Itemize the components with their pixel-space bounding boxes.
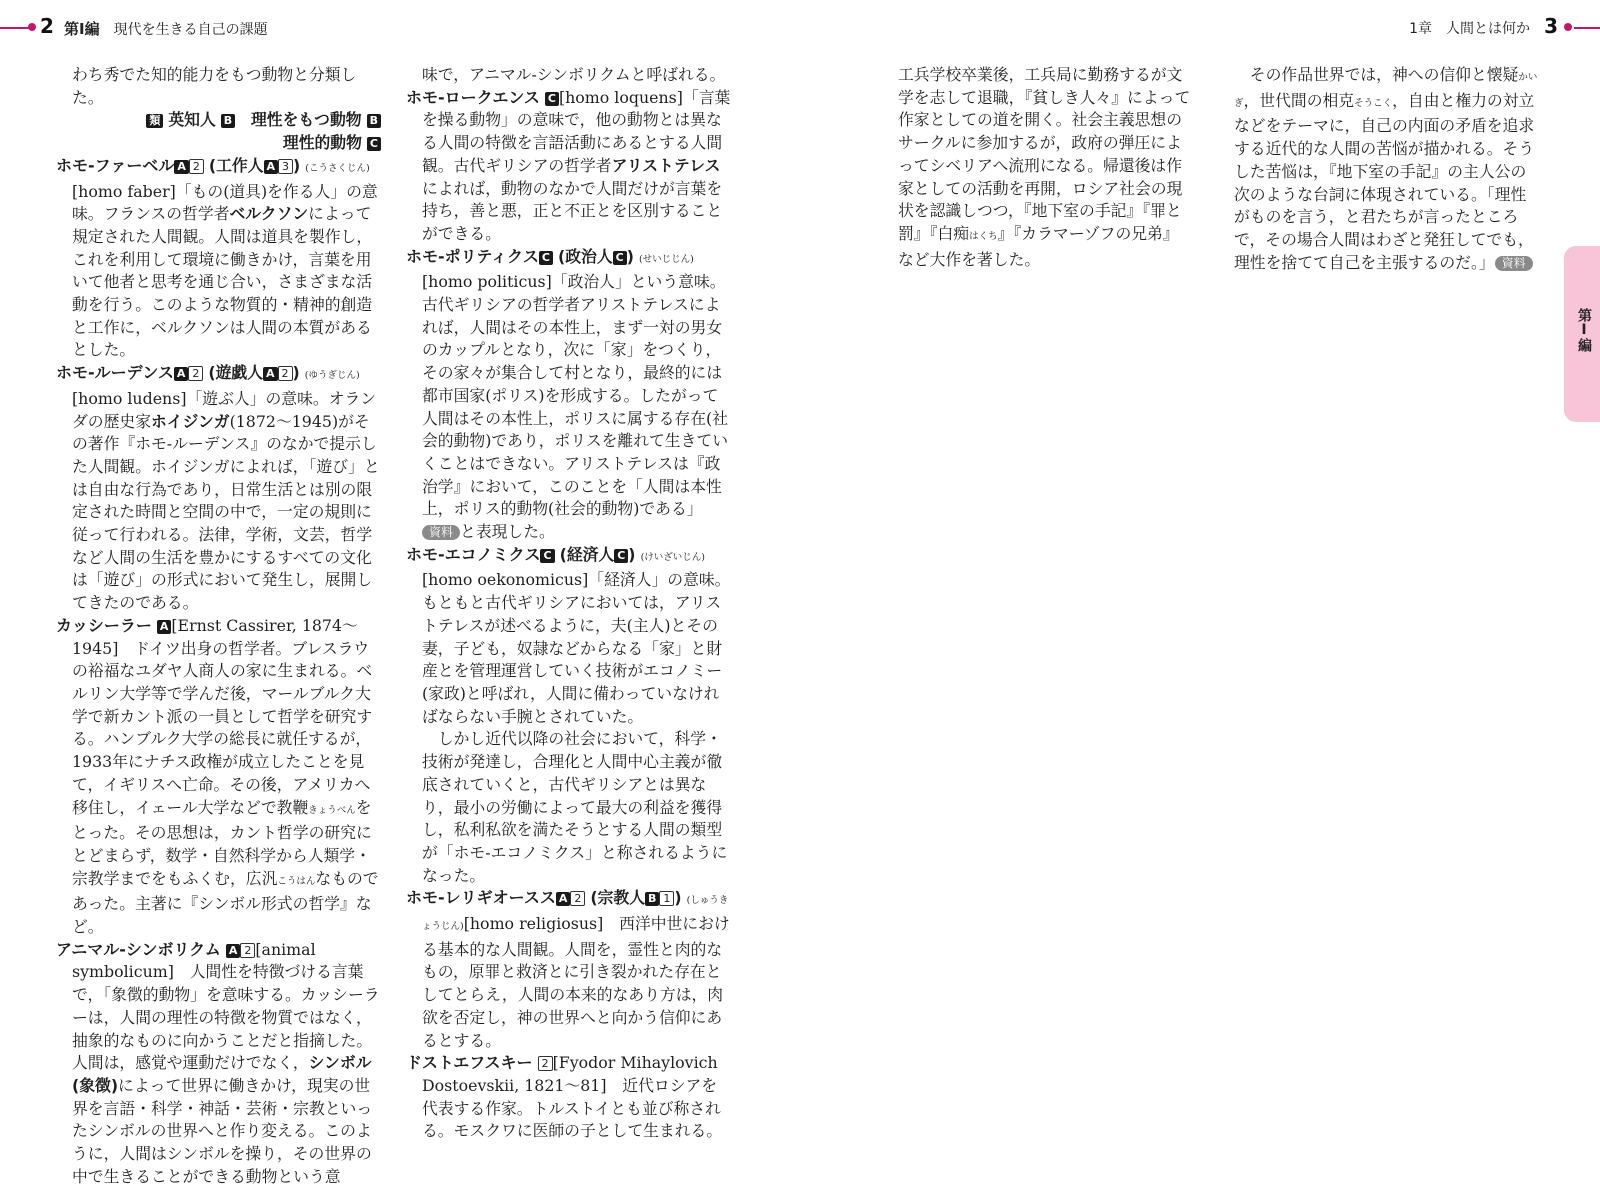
glossary-entry [406, 887, 731, 1052]
column-4 [1218, 64, 1538, 274]
reference-badge: 資料 [1495, 256, 1533, 271]
header-rule-left [0, 27, 30, 29]
entry-text: をとった。その思想は，カント哲学の研究にとどまらず，数学・自然科学から人類学・宗教学までをもふくむ，広汎 [72, 797, 372, 888]
level-badge: C [539, 251, 553, 265]
page-number-left: 2 [40, 14, 54, 38]
entry-text: [Fyodor Mihaylovich Dostoevskii, 1821～81] 近代ロシアを代表する作家。トルストイとも並び称される。モスクワに医師の子として生まれる。 [422, 1053, 723, 1141]
entry-translation-close: ) [626, 246, 634, 266]
level-badge: A [157, 620, 172, 634]
related-term: 理性をもつ動物 [250, 110, 362, 130]
entry-term: ホモ-ポリティクス [406, 246, 539, 266]
level-badge: B [221, 114, 235, 128]
ruby-reading: はくち [969, 230, 998, 242]
entry-term: ホモ-エコノミクス [406, 544, 541, 564]
entry-text: によって規定された人間観。人間は道具を製作し，これを利用して環境に働きかけ，言葉を用いて他者と思考を通じ合い，さまざまな活動を行う。このような物質的・精神的創造と工作に，ベルクソンは人間の本質があるとした。 [72, 204, 373, 360]
level-badge: C [540, 549, 554, 563]
entry-text: [homo ludens]「遊ぶ人」の意味。オランダの歴史家 [72, 388, 377, 431]
level-badge: C [367, 137, 381, 151]
entry-translation-close: ) [292, 363, 300, 383]
level-badge: A [226, 944, 241, 958]
glossary-entry [56, 615, 381, 939]
ruby-reading: (けいざいじん) [640, 551, 705, 563]
entry-text: [homo politicus]「政治人」という意味。古代ギリシアの哲学者アリストテレスによれば，人間はその本性上，まず一対の男女のカップルとなり，次に「家」をつくり，その家々が集合して村となり，最終的には都市国家(ポリス)を形成する。したがって人間はその本性上，ポリスに属する存在(社会的動物)であり，ポリスを離れて生きていくことはできない。アリストテレスは『政治学』において，このことを「人間は本性上，ポリス的動物(社会的動物)である」 [422, 272, 728, 519]
ruby-reading: そうこく [1354, 97, 1393, 109]
related-terms-line [56, 132, 381, 155]
level-badge: A [174, 367, 189, 381]
frequency-box: 3 [278, 159, 293, 174]
entry-text: によって世界に働きかけ，現実の世界を言語・科学・神話・芸術・宗教といったシンボルの世界へと作り変える。このように，人間はシンボルを操り，その世界の中で生きることができる動物という意 [72, 1075, 373, 1186]
related-term: 理性的動物 [282, 133, 362, 153]
ruby-reading: (しゅうきょうじん) [422, 895, 729, 933]
entry-term: アニマル-シンボリクム [56, 939, 221, 959]
entry-text: 』『カラマーゾフの兄弟』など大作を著した。 [898, 223, 1179, 269]
paragraph [1218, 64, 1538, 274]
glossary-entry [56, 362, 381, 615]
header-dot-right [1564, 23, 1572, 31]
level-badge: A [174, 160, 189, 174]
frequency-box: 2 [240, 943, 255, 958]
frequency-box: 2 [570, 891, 585, 906]
entry-term: カッシーラー [56, 615, 152, 635]
glossary-entry [406, 246, 731, 544]
level-badge: A [556, 892, 571, 906]
entry-translation-close: ) [628, 544, 636, 564]
section-label: 第Ⅰ編 [64, 20, 100, 38]
paragraph: わち秀でた知的能力をもつ動物と分類した。 [72, 65, 357, 107]
ruby-reading: (こうさくじん) [305, 162, 370, 174]
paragraph [882, 64, 1192, 271]
entry-text: [homo loquens]「言葉を操る動物」の意味で，他の動物とは異なる人間の特徴を言語活動にあるとする人間観。古代ギリシアの哲学者 [422, 87, 731, 175]
entry-text: (1872～1945)がその著作『ホモ-ルーデンス』のなかで提示した人間観。ホイジンガによれば，「遊び」とは自由な行為であり，日常生活とは別の限定された時間と空間の中で，一定の規則に従って行われる。法律，学術，文芸，哲学など人間の生活を豊かにするすべての文化は「遊び」の形式において発生し，展開してきたのである。 [72, 411, 380, 613]
paragraph [56, 1052, 381, 1188]
bold-term: ホイジンガ [151, 411, 230, 431]
ruby-reading: (せいじじん) [638, 253, 694, 265]
running-header-right: 1章 人間とは何か [1409, 21, 1530, 37]
page-number-right: 3 [1544, 14, 1558, 38]
related-badge: 類 [146, 114, 163, 128]
entry-term: ドストエフスキー [406, 1053, 533, 1073]
level-badge: A [263, 367, 278, 381]
running-header-left [64, 18, 268, 39]
paragraph: 味で，アニマル-シンボリクムと呼ばれる。 [422, 65, 726, 84]
level-badge: B [367, 114, 381, 128]
entry-text: と表現した。 [460, 522, 555, 542]
bold-term: シンボル(象徴) [72, 1053, 372, 1095]
entry-text: [Ernst Cassirer, 1874～1945] ドイツ出身の哲学者。ブレスラウの裕福なユダヤ人商人の家に生まれる。ベルリン大学等で学んだ後，マールブルク大学で新カント派の一員として哲学を研究する。ハンブルク大学の総長に就任するが，1933年にナチス政権が成立したことを見て，イギリスへ亡命。その後，アメリカへ移住し，イェール大学などで教鞭 [72, 615, 373, 817]
reference-badge: 資料 [422, 525, 460, 540]
glossary-entry [56, 155, 381, 362]
entry-text: [homo religiosus] 西洋中世における基本的な人間観。人間を，霊性と肉的なもの，原罪と救済とに引き裂かれた存在としてとらえ，人間の本来的なあり方は，肉欲を否定し，神の世界へと向かう信仰にあるとする。 [422, 914, 730, 1050]
frequency-box: 2 [189, 159, 204, 174]
entry-text: 人間は，感覚や運動だけでなく， [72, 1053, 309, 1073]
frequency-box: 2 [538, 1056, 553, 1071]
related-terms-line [56, 109, 381, 132]
section-title: 現代を生きる自己の課題 [113, 22, 268, 38]
ruby-reading: かいぎ [1234, 72, 1538, 109]
ruby-reading: きょうべん [308, 804, 356, 816]
header-dot-left [28, 23, 36, 31]
entry-text: 工兵学校卒業後，工兵局に勤務するが文学を志して退職，『貧しき人々』によって作家としての道を開く。社会主義思想のサークルに参加するが，政府の弾圧によってシベリアへ流刑になる。帰還後は作家としての活動を再開，ロシア社会の現状を認識しつつ，『地下室の手記』『罪と罰』『白痴 [898, 65, 1191, 243]
frequency-box: 1 [659, 891, 674, 906]
glossary-entry [406, 1052, 731, 1143]
entry-term: ホモ-ロークエンス [406, 87, 540, 107]
related-term: 英知人 [168, 110, 216, 130]
entry-translation-close: ) [293, 155, 301, 175]
header-rule-right [1574, 27, 1600, 29]
bold-term: アリストテレス [611, 155, 721, 175]
level-badge: C [614, 549, 628, 563]
bold-term: ベルクソン [229, 204, 309, 224]
paragraph: しかし近代以降の社会において，科学・技術が発達し，合理化と人間中心主義が徹底されていくと，古代ギリシアとは異なり，最小の労働によって最大の利益を獲得し，私利私欲を満たそうとする人間の類型が「ホモ-エコノミクス」と称されるようになった。 [422, 729, 728, 885]
level-badge: A [264, 160, 279, 174]
entry-term: ホモ-ルーデンス [56, 363, 174, 383]
level-badge: B [645, 892, 659, 906]
frequency-box: 2 [188, 366, 203, 381]
entry-text: なものであった。主著に『シンボル形式の哲学』など。 [72, 868, 379, 937]
entry-text: ，世代間の相克 [1243, 90, 1355, 110]
level-badge: C [613, 251, 627, 265]
entry-text: [homo oekonomicus]「経済人」の意味。もともと古代ギリシアにおいては，アリストテレスが述べるように，夫(主人)とその妻，子ども，奴隷などからなる「家」と財産とを管理運営していく技術がエコノミー(家政)と呼ばれ，人間に備わっていなければならない手腕とされていた。 [422, 570, 731, 726]
entry-term: ホモ-レリギオースス [406, 888, 556, 908]
section-side-tab [1564, 246, 1600, 422]
entry-translation: (遊戯人 [208, 363, 264, 383]
ruby-reading: (ゆうぎじん) [304, 370, 360, 382]
entry-translation: (宗教人 [590, 888, 646, 908]
column-3 [882, 64, 1192, 271]
entry-term: ホモ-ファーベル [56, 155, 175, 175]
entry-text: によれば，動物のなかで人間だけが言葉を持ち，善と悪，正と不正とを区別することができる。 [422, 178, 723, 243]
frequency-box: 2 [278, 366, 293, 381]
entry-translation: (経済人 [559, 544, 615, 564]
entry-text: [homo faber]「もの(道具)を作る人」の意味。フランスの哲学者 [72, 181, 378, 224]
entry-text: [animal symbolicum] 人間性を特徴づける言葉で，「象徴的動物」を意味する。カッシーラーは，人間の理性の特徴を物質ではなく，抽象的なものに向かうことだと指摘した。 [72, 939, 380, 1050]
glossary-entry [406, 87, 731, 246]
entry-translation-close: ) [674, 888, 682, 908]
entry-text: ，自由と権力の対立などをテーマに，自己の内面の矛盾を追求する近代的な人間の苦悩が描かれる。そうした苦悩は，『地下室の手記』の主人公の次のような台詞に体現されている。「理性がものを言う，と君たちが言ったところで，その場合人間はわざと発狂してでも，理性を捨てて自己を主張するのだ。」 [1234, 90, 1535, 272]
level-badge: C [545, 92, 559, 106]
glossary-entry [406, 544, 731, 729]
side-tab-label: 第Ⅰ編 [1576, 308, 1592, 352]
glossary-entry [56, 939, 381, 1053]
column-1 [56, 64, 381, 1188]
column-2 [406, 64, 731, 1143]
entry-translation: (工作人 [208, 155, 264, 175]
entry-translation: (政治人 [558, 246, 613, 266]
entry-text: その作品世界では，神への信仰と懐疑 [1249, 65, 1519, 84]
ruby-reading: こうはん [277, 875, 316, 887]
